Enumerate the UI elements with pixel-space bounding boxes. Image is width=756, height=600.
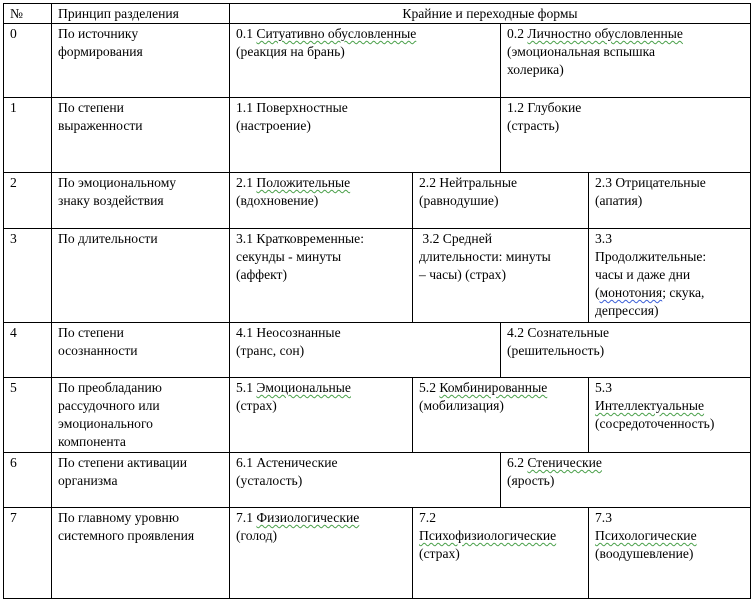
form-cell: 3.2 Средней длительности: минуты – часы) (страх): [413, 229, 589, 323]
header-principle: Принцип разделения: [52, 4, 230, 24]
row-principle: По главному уровню системного проявления: [52, 508, 230, 599]
row-principle: По степени выраженности: [52, 98, 230, 173]
form-cell: 5.2 Комбинированные (мобилизация): [413, 378, 589, 453]
table-row: [4, 508, 751, 599]
row-principle: По длительности: [52, 229, 230, 323]
row-principle: По источнику формирования: [52, 24, 230, 98]
row-number: 7: [4, 508, 52, 599]
header-forms: Крайние и переходные формы: [230, 4, 751, 24]
table-row: [4, 24, 751, 98]
form-cell: 6.2 Стенические (ярость): [501, 453, 751, 508]
form-cell: 3.1 Кратковременные: секунды - минуты (аффект): [230, 229, 413, 323]
table-row: [4, 453, 751, 508]
row-principle: По преобладанию рассудочного или эмоционального компонента: [52, 378, 230, 453]
table-row: [4, 173, 751, 229]
row-number: 1: [4, 98, 52, 173]
row-number: 0: [4, 24, 52, 98]
row-number: 2: [4, 173, 52, 229]
header-number: №: [4, 4, 52, 24]
form-cell: 2.1 Положительные (вдохновение): [230, 173, 413, 229]
form-cell: 5.3 Интеллектуальные (сосредоточенность): [589, 378, 751, 453]
classification-table: [3, 3, 751, 599]
table-row: [4, 323, 751, 378]
row-number: 6: [4, 453, 52, 508]
form-cell: 7.1 Физиологические (голод): [230, 508, 413, 599]
header-row: [4, 4, 751, 24]
row-principle: По степени осознанности: [52, 323, 230, 378]
form-cell: 0.2 Личностно обусловленные (эмоциональная вспышка холерика): [501, 24, 751, 98]
form-cell: 7.2 Психофизиологические (страх): [413, 508, 589, 599]
form-cell: 3.3 Продолжительные: часы и даже дни (монотония; скука, депрессия): [589, 229, 751, 323]
row-principle: По эмоциональному знаку воздействия: [52, 173, 230, 229]
form-cell: 2.3 Отрицательные (апатия): [589, 173, 751, 229]
form-cell: 1.1 Поверхностные (настроение): [230, 98, 501, 173]
form-cell: 1.2 Глубокие (страсть): [501, 98, 751, 173]
form-cell: 4.1 Неосознанные (транс, сон): [230, 323, 501, 378]
table-row: [4, 229, 751, 323]
form-cell: 2.2 Нейтральные (равнодушие): [413, 173, 589, 229]
form-cell: 0.1 Ситуативно обусловленные (реакция на брань): [230, 24, 501, 98]
row-principle: По степени активации организма: [52, 453, 230, 508]
form-cell: 6.1 Астенические (усталость): [230, 453, 501, 508]
row-number: 4: [4, 323, 52, 378]
table-row: [4, 378, 751, 453]
form-cell: 7.3 Психологические (воодушевление): [589, 508, 751, 599]
row-number: 5: [4, 378, 52, 453]
form-cell: 5.1 Эмоциональные (страх): [230, 378, 413, 453]
form-cell: 4.2 Сознательные (решительность): [501, 323, 751, 378]
table-row: [4, 98, 751, 173]
row-number: 3: [4, 229, 52, 323]
